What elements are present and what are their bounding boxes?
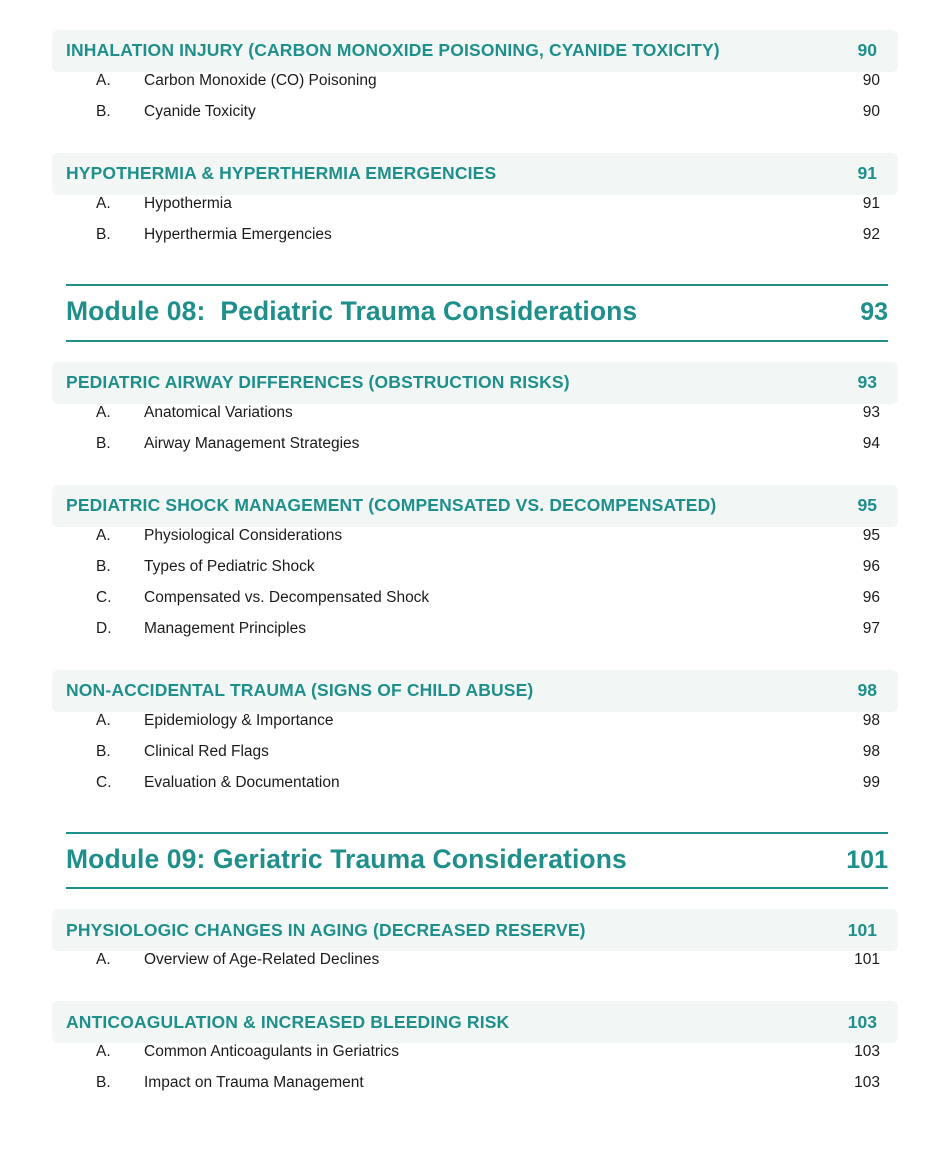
toc-subitem[interactable] — [0, 743, 934, 774]
toc-subitem[interactable] — [0, 404, 934, 435]
toc-subitem[interactable] — [0, 620, 934, 651]
module-page-number: 101 — [846, 845, 888, 874]
module-spacer-top — [0, 815, 934, 832]
module-title: Module 09: Geriatric Trauma Considerations — [66, 843, 627, 874]
section-block — [0, 670, 934, 805]
toc-subitem[interactable] — [0, 195, 934, 226]
subitem-page-number: 94 — [862, 434, 880, 452]
module-spacer-bottom — [0, 342, 934, 362]
subitem-letter: A. — [96, 403, 111, 421]
subitem-page-number: 96 — [862, 588, 880, 606]
subitem-letter: A. — [96, 711, 111, 729]
module-block — [0, 284, 934, 342]
module-page-number: 93 — [860, 298, 888, 326]
section-spacer — [0, 651, 934, 670]
subitem-letter: A. — [96, 526, 111, 544]
subitem-label: Evaluation & Documentation — [144, 773, 340, 791]
toc-subitem[interactable] — [0, 774, 934, 805]
subitem-page-number: 90 — [862, 103, 880, 120]
toc-subitem[interactable] — [0, 435, 934, 466]
subitem-page-number: 103 — [854, 1074, 880, 1092]
section-subitem-list — [0, 712, 934, 805]
section-subitem-list — [0, 951, 934, 982]
subitem-letter: A. — [96, 1043, 111, 1061]
module-spacer-top — [0, 267, 934, 284]
subitem-letter: A. — [96, 951, 111, 969]
subitem-letter: D. — [96, 619, 112, 637]
toc-subitem[interactable] — [0, 589, 934, 620]
subitem-letter: C. — [96, 588, 112, 606]
section-title: NON-ACCIDENTAL TRAUMA (SIGNS OF CHILD ABUSE) — [66, 679, 534, 700]
subitem-page-number: 103 — [854, 1043, 880, 1061]
toc-subitem[interactable] — [0, 1043, 934, 1074]
section-heading[interactable] — [52, 909, 898, 951]
subitem-label: Epidemiology & Importance — [144, 711, 334, 729]
subitem-label: Overview of Age-Related Declines — [144, 951, 380, 969]
subitem-label: Hyperthermia Emergencies — [144, 226, 332, 243]
section-page-number: 101 — [847, 919, 877, 940]
module-heading[interactable] — [66, 832, 888, 890]
toc-subitem[interactable] — [0, 527, 934, 558]
section-heading[interactable] — [52, 30, 898, 72]
toc-subitem[interactable] — [0, 712, 934, 743]
subitem-label: Types of Pediatric Shock — [144, 557, 315, 575]
subitem-page-number: 98 — [862, 742, 880, 760]
subitem-label: Cyanide Toxicity — [144, 103, 256, 120]
section-title: HYPOTHERMIA & HYPERTHERMIA EMERGENCIES — [66, 163, 497, 184]
subitem-letter: A. — [96, 195, 111, 212]
toc-subitem[interactable] — [0, 72, 934, 103]
module-spacer-bottom — [0, 889, 934, 909]
section-title: PEDIATRIC SHOCK MANAGEMENT (COMPENSATED VS. DECOMPENSATED) — [66, 494, 717, 515]
section-page-number: 95 — [857, 494, 877, 515]
subitem-page-number: 91 — [862, 195, 880, 212]
module-heading[interactable] — [66, 284, 888, 342]
section-title: ANTICOAGULATION & INCREASED BLEEDING RISK — [66, 1011, 510, 1032]
section-heading[interactable] — [52, 362, 898, 404]
subitem-letter: B. — [96, 226, 111, 243]
section-block — [0, 909, 934, 982]
subitem-page-number: 92 — [862, 226, 880, 243]
subitem-letter: B. — [96, 557, 111, 575]
section-page-number: 90 — [857, 40, 877, 61]
subitem-letter: B. — [96, 742, 111, 760]
toc-subitem[interactable] — [0, 226, 934, 257]
section-spacer — [0, 805, 934, 815]
section-page-number: 98 — [857, 679, 877, 700]
subitem-letter: C. — [96, 773, 112, 791]
module-block — [0, 832, 934, 890]
subitem-label: Clinical Red Flags — [144, 742, 269, 760]
subitem-label: Physiological Considerations — [144, 526, 343, 544]
subitem-letter: B. — [96, 434, 111, 452]
section-block — [0, 362, 934, 466]
subitem-page-number: 98 — [862, 711, 880, 729]
section-page-number: 93 — [857, 371, 877, 392]
subitem-page-number: 90 — [862, 72, 880, 89]
subitem-page-number: 93 — [862, 403, 880, 421]
section-heading[interactable] — [52, 670, 898, 712]
section-block — [0, 485, 934, 651]
section-heading[interactable] — [52, 485, 898, 527]
section-title: PEDIATRIC AIRWAY DIFFERENCES (OBSTRUCTION RISKS) — [66, 371, 570, 392]
section-heading[interactable] — [52, 1001, 898, 1043]
subitem-letter: A. — [96, 72, 111, 89]
section-spacer — [0, 257, 934, 267]
section-page-number: 91 — [857, 163, 877, 184]
section-spacer — [0, 982, 934, 1001]
module-title: Module 08: Pediatric Trauma Considerations — [66, 296, 638, 326]
subitem-page-number: 99 — [862, 773, 880, 791]
section-block — [0, 30, 934, 134]
section-block — [0, 1001, 934, 1105]
subitem-label: Anatomical Variations — [144, 403, 293, 421]
subitem-page-number: 101 — [854, 951, 880, 969]
subitem-letter: B. — [96, 103, 111, 120]
section-subitem-list — [0, 195, 934, 257]
subitem-page-number: 96 — [862, 557, 880, 575]
section-title: INHALATION INJURY (CARBON MONOXIDE POISONING, CYANIDE TOXICITY) — [66, 40, 720, 61]
section-spacer — [0, 134, 934, 153]
toc-subitem[interactable] — [0, 558, 934, 589]
section-title: PHYSIOLOGIC CHANGES IN AGING (DECREASED RESERVE) — [66, 919, 586, 940]
section-subitem-list — [0, 1043, 934, 1105]
subitem-label: Common Anticoagulants in Geriatrics — [144, 1043, 400, 1061]
subitem-page-number: 95 — [862, 526, 880, 544]
section-heading[interactable] — [52, 153, 898, 195]
section-subitem-list — [0, 527, 934, 651]
toc-subitem[interactable] — [0, 951, 934, 982]
section-block — [0, 153, 934, 257]
toc-subitem[interactable] — [0, 1074, 934, 1105]
section-subitem-list — [0, 404, 934, 466]
section-page-number: 103 — [847, 1011, 877, 1032]
subitem-label: Airway Management Strategies — [144, 434, 360, 452]
subitem-label: Management Principles — [144, 619, 306, 637]
subitem-label: Carbon Monoxide (CO) Poisoning — [144, 72, 377, 89]
toc-subitem[interactable] — [0, 103, 934, 134]
subitem-label: Compensated vs. Decompensated Shock — [144, 588, 430, 606]
subitem-page-number: 97 — [862, 619, 880, 637]
subitem-label: Impact on Trauma Management — [144, 1074, 364, 1092]
subitem-label: Hypothermia — [144, 195, 232, 212]
section-spacer — [0, 466, 934, 485]
subitem-letter: B. — [96, 1074, 111, 1092]
section-subitem-list — [0, 72, 934, 134]
